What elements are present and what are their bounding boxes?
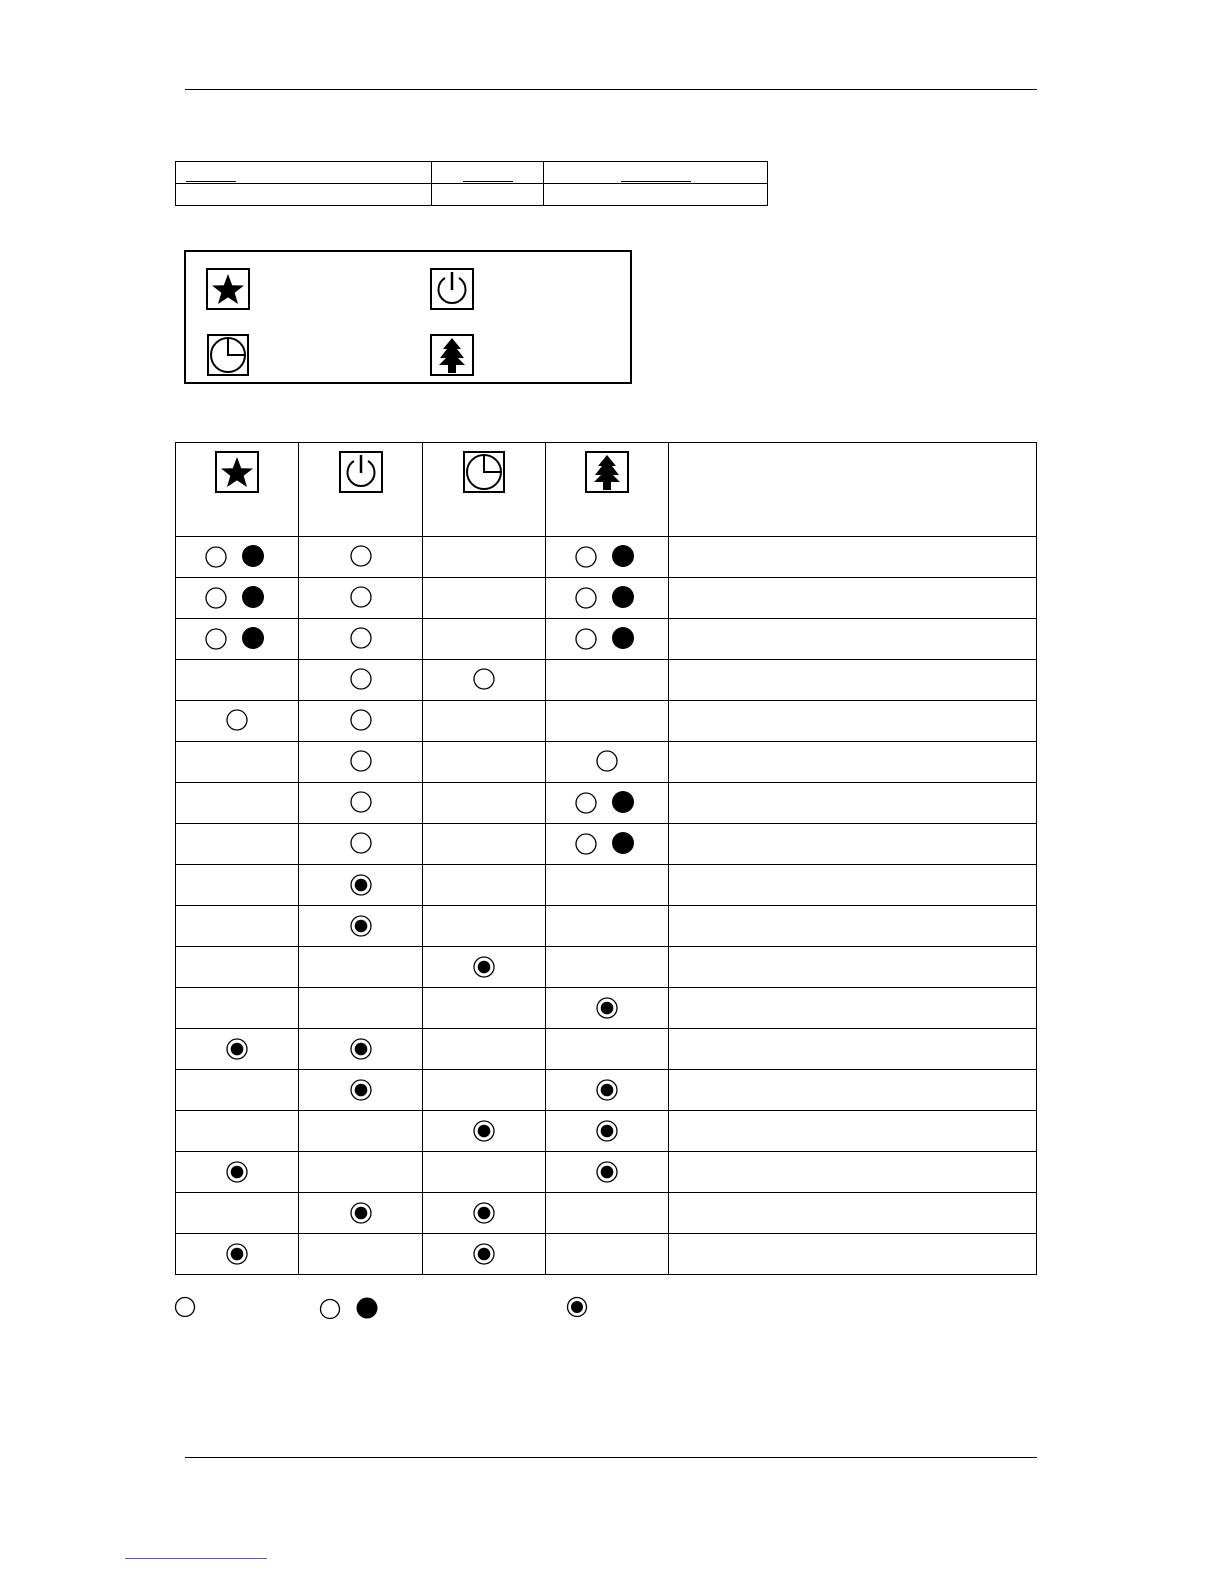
- on-indicator-icon: [472, 1201, 496, 1225]
- indicator-table-header: [176, 443, 1037, 537]
- indicator-cell-tree: [546, 783, 669, 824]
- indicator-cell-inner: [299, 742, 422, 782]
- on-indicator-icon: [225, 1037, 249, 1061]
- indicator-row: [176, 701, 1037, 742]
- indicator-cell-clock: [423, 1070, 546, 1111]
- indicator-cell-tree: [546, 947, 669, 988]
- indicator-cell-inner: [299, 865, 422, 905]
- blank-underline: [621, 181, 691, 182]
- indicator-cell-inner: [299, 988, 422, 1028]
- indicator-cell-star: [176, 701, 299, 742]
- indicator-cell-clock: [423, 537, 546, 578]
- indicator-row: [176, 824, 1037, 865]
- off-indicator-icon: [349, 667, 373, 691]
- indicator-description: [669, 1029, 1037, 1070]
- blank-underline: [186, 181, 236, 182]
- indicator-cell-inner: [423, 660, 545, 700]
- indicator-cell-power: [299, 1111, 423, 1152]
- blank-underline: [463, 181, 513, 182]
- indicator-cell-inner: [546, 824, 668, 864]
- off-indicator-icon: [349, 708, 373, 732]
- indicator-cell-star: [176, 906, 299, 947]
- indicator-description: [669, 578, 1037, 619]
- indicator-cell-star: [176, 988, 299, 1029]
- indicator-cell-power: [299, 1234, 423, 1275]
- state-legend: [0, 1290, 1224, 1330]
- header-tree: [546, 443, 669, 537]
- indicator-cell-inner: [423, 947, 545, 987]
- indicator-description: [669, 660, 1037, 701]
- blink-indicator-icon: [205, 625, 269, 651]
- indicator-cell-inner: [546, 1193, 668, 1233]
- blink-indicator-icon: [575, 543, 639, 569]
- indicator-row: [176, 1070, 1037, 1111]
- indicator-cell-inner: [176, 660, 298, 700]
- header-clock: [423, 443, 546, 537]
- indicator-cell-inner: [546, 783, 668, 823]
- indicator-cell-clock: [423, 783, 546, 824]
- indicator-cell-star: [176, 578, 299, 619]
- indicator-description: [669, 824, 1037, 865]
- indicator-cell-power: [299, 1152, 423, 1193]
- on-indicator-icon: [225, 1160, 249, 1184]
- indicator-cell-clock: [423, 1193, 546, 1234]
- info-table-value-row: [176, 184, 768, 206]
- indicator-row: [176, 1234, 1037, 1275]
- indicator-cell-inner: [423, 988, 545, 1028]
- on-indicator-icon: [349, 914, 373, 938]
- indicator-cell-inner: [546, 1029, 668, 1069]
- indicator-cell-tree: [546, 1193, 669, 1234]
- indicator-cell-star: [176, 1152, 299, 1193]
- indicator-description: [669, 537, 1037, 578]
- indicator-cell-clock: [423, 1111, 546, 1152]
- indicator-cell-star: [176, 742, 299, 783]
- indicator-cell-clock: [423, 865, 546, 906]
- indicator-row: [176, 1111, 1037, 1152]
- indicator-row: [176, 578, 1037, 619]
- indicator-cell-inner: [546, 1152, 668, 1192]
- indicator-cell-tree: [546, 578, 669, 619]
- indicator-table: [175, 442, 1037, 1275]
- indicator-cell-inner: [299, 824, 422, 864]
- indicator-description: [669, 988, 1037, 1029]
- indicator-cell-inner: [299, 537, 422, 577]
- on-indicator-icon: [472, 1119, 496, 1143]
- indicator-description: [669, 701, 1037, 742]
- indicator-cell-power: [299, 1070, 423, 1111]
- indicator-cell-power: [299, 988, 423, 1029]
- indicator-cell-star: [176, 660, 299, 701]
- indicator-cell-inner: [423, 1029, 545, 1069]
- indicator-cell-inner: [176, 1029, 298, 1069]
- off-indicator-icon: [225, 708, 249, 732]
- blink-indicator-icon: [575, 584, 639, 610]
- indicator-description: [669, 1111, 1037, 1152]
- indicator-cell-clock: [423, 701, 546, 742]
- footer-link-underline: [125, 1558, 267, 1559]
- indicator-cell-power: [299, 701, 423, 742]
- indicator-cell-star: [176, 1029, 299, 1070]
- indicator-cell-inner: [176, 578, 298, 618]
- indicator-cell-power: [299, 537, 423, 578]
- indicator-description: [669, 742, 1037, 783]
- indicator-cell-clock: [423, 947, 546, 988]
- indicator-cell-inner: [176, 742, 298, 782]
- off-indicator-icon: [349, 585, 373, 609]
- indicator-description: [669, 1152, 1037, 1193]
- indicator-cell-inner: [299, 1193, 422, 1233]
- info-table: [175, 161, 768, 206]
- indicator-cell-inner: [299, 701, 422, 741]
- on-state-circle-icon: [566, 1296, 588, 1318]
- on-indicator-icon: [595, 1160, 619, 1184]
- on-indicator-icon: [349, 1201, 373, 1225]
- indicator-cell-inner: [176, 947, 298, 987]
- off-indicator-icon: [349, 626, 373, 650]
- off-indicator-icon: [595, 749, 619, 773]
- indicator-cell-tree: [546, 660, 669, 701]
- indicator-row: [176, 783, 1037, 824]
- indicator-cell-inner: [299, 906, 422, 946]
- power-icon: [339, 451, 383, 493]
- indicator-cell-tree: [546, 906, 669, 947]
- indicator-row: [176, 742, 1037, 783]
- off-indicator-icon: [349, 790, 373, 814]
- indicator-cell-tree: [546, 1029, 669, 1070]
- indicator-cell-inner: [423, 619, 545, 659]
- indicator-row: [176, 1152, 1037, 1193]
- on-indicator-icon: [349, 1078, 373, 1102]
- indicator-cell-power: [299, 865, 423, 906]
- indicator-row: [176, 865, 1037, 906]
- indicator-cell-star: [176, 783, 299, 824]
- indicator-cell-inner: [176, 865, 298, 905]
- indicator-cell-inner: [423, 1193, 545, 1233]
- indicator-cell-inner: [299, 1111, 422, 1151]
- indicator-cell-inner: [423, 1152, 545, 1192]
- indicator-cell-clock: [423, 578, 546, 619]
- indicator-cell-clock: [423, 1152, 546, 1193]
- indicator-cell-star: [176, 947, 299, 988]
- indicator-cell-clock: [423, 824, 546, 865]
- header-star: [176, 443, 299, 537]
- indicator-row: [176, 1029, 1037, 1070]
- indicator-cell-tree: [546, 701, 669, 742]
- off-state-circle-icon: [174, 1296, 196, 1318]
- indicator-cell-inner: [176, 1234, 298, 1274]
- indicator-cell-inner: [176, 906, 298, 946]
- indicator-cell-inner: [299, 947, 422, 987]
- indicator-row: [176, 988, 1037, 1029]
- indicator-cell-clock: [423, 619, 546, 660]
- icon-legend-box: [184, 250, 632, 384]
- indicator-description: [669, 865, 1037, 906]
- info-table-value: [544, 184, 768, 206]
- indicator-cell-inner: [176, 537, 298, 577]
- info-table-value: [432, 184, 544, 206]
- indicator-cell-inner: [423, 1234, 545, 1274]
- indicator-cell-tree: [546, 865, 669, 906]
- indicator-cell-tree: [546, 1070, 669, 1111]
- indicator-cell-inner: [423, 701, 545, 741]
- indicator-cell-inner: [423, 537, 545, 577]
- off-indicator-icon: [349, 544, 373, 568]
- indicator-description: [669, 1193, 1037, 1234]
- indicator-cell-inner: [176, 701, 298, 741]
- indicator-description: [669, 619, 1037, 660]
- indicator-cell-inner: [299, 783, 422, 823]
- indicator-cell-tree: [546, 619, 669, 660]
- indicator-cell-inner: [423, 1070, 545, 1110]
- blink-state-circles-icon: [319, 1297, 383, 1321]
- tree-icon: [430, 334, 474, 376]
- blink-indicator-icon: [205, 584, 269, 610]
- indicator-row: [176, 947, 1037, 988]
- star-icon: [215, 451, 259, 493]
- power-icon: [430, 268, 474, 310]
- indicator-cell-clock: [423, 906, 546, 947]
- footer-rule: [185, 1457, 1037, 1458]
- indicator-cell-inner: [176, 1070, 298, 1110]
- indicator-cell-power: [299, 947, 423, 988]
- indicator-cell-tree: [546, 824, 669, 865]
- indicator-cell-power: [299, 1193, 423, 1234]
- indicator-cell-star: [176, 537, 299, 578]
- indicator-cell-inner: [423, 1111, 545, 1151]
- indicator-cell-star: [176, 1111, 299, 1152]
- on-indicator-icon: [472, 1242, 496, 1266]
- indicator-cell-power: [299, 578, 423, 619]
- indicator-cell-inner: [176, 1152, 298, 1192]
- indicator-cell-power: [299, 619, 423, 660]
- indicator-cell-star: [176, 1193, 299, 1234]
- indicator-cell-inner: [546, 742, 668, 782]
- indicator-cell-clock: [423, 988, 546, 1029]
- indicator-cell-inner: [299, 619, 422, 659]
- indicator-cell-inner: [546, 1111, 668, 1151]
- info-table-header-row: [176, 162, 768, 184]
- indicator-cell-clock: [423, 1234, 546, 1275]
- indicator-rows: [176, 537, 1037, 1275]
- indicator-description: [669, 1070, 1037, 1111]
- on-indicator-icon: [472, 955, 496, 979]
- indicator-cell-inner: [299, 1152, 422, 1192]
- on-indicator-icon: [349, 1037, 373, 1061]
- indicator-cell-inner: [176, 824, 298, 864]
- indicator-cell-tree: [546, 988, 669, 1029]
- blink-indicator-icon: [575, 830, 639, 856]
- blink-indicator-icon: [205, 543, 269, 569]
- indicator-description: [669, 947, 1037, 988]
- indicator-cell-inner: [423, 578, 545, 618]
- indicator-cell-inner: [423, 865, 545, 905]
- indicator-cell-power: [299, 742, 423, 783]
- indicator-row: [176, 537, 1037, 578]
- indicator-cell-inner: [423, 824, 545, 864]
- header-description: [669, 443, 1037, 537]
- indicator-cell-inner: [299, 578, 422, 618]
- indicator-cell-power: [299, 783, 423, 824]
- off-indicator-icon: [349, 831, 373, 855]
- info-table-value: [176, 184, 432, 206]
- indicator-cell-inner: [176, 619, 298, 659]
- indicator-cell-inner: [176, 1193, 298, 1233]
- indicator-cell-inner: [176, 1111, 298, 1151]
- off-indicator-icon: [349, 749, 373, 773]
- blink-indicator-icon: [575, 789, 639, 815]
- indicator-cell-power: [299, 660, 423, 701]
- indicator-cell-star: [176, 865, 299, 906]
- indicator-cell-inner: [546, 578, 668, 618]
- indicator-row: [176, 619, 1037, 660]
- indicator-cell-star: [176, 1070, 299, 1111]
- info-table-cell: [544, 162, 768, 184]
- tree-icon: [585, 451, 629, 493]
- indicator-description: [669, 783, 1037, 824]
- indicator-cell-inner: [546, 906, 668, 946]
- indicator-row: [176, 1193, 1037, 1234]
- header-power: [299, 443, 423, 537]
- indicator-cell-inner: [299, 1070, 422, 1110]
- indicator-cell-inner: [176, 988, 298, 1028]
- indicator-cell-clock: [423, 742, 546, 783]
- indicator-cell-inner: [299, 1029, 422, 1069]
- indicator-cell-inner: [423, 783, 545, 823]
- on-indicator-icon: [225, 1242, 249, 1266]
- indicator-cell-clock: [423, 1029, 546, 1070]
- info-table-cell: [432, 162, 544, 184]
- indicator-cell-inner: [423, 742, 545, 782]
- indicator-cell-inner: [546, 988, 668, 1028]
- on-indicator-icon: [349, 873, 373, 897]
- info-table-cell: [176, 162, 432, 184]
- clock-icon: [207, 334, 249, 376]
- indicator-cell-tree: [546, 1234, 669, 1275]
- indicator-cell-tree: [546, 1111, 669, 1152]
- indicator-row: [176, 660, 1037, 701]
- indicator-cell-star: [176, 619, 299, 660]
- indicator-cell-inner: [546, 1070, 668, 1110]
- blink-indicator-icon: [575, 625, 639, 651]
- indicator-cell-star: [176, 824, 299, 865]
- indicator-cell-power: [299, 1029, 423, 1070]
- indicator-cell-inner: [423, 906, 545, 946]
- on-indicator-icon: [595, 1078, 619, 1102]
- indicator-cell-inner: [546, 865, 668, 905]
- indicator-cell-clock: [423, 660, 546, 701]
- indicator-cell-inner: [546, 1234, 668, 1274]
- indicator-cell-inner: [546, 619, 668, 659]
- header-rule: [185, 89, 1037, 90]
- off-indicator-icon: [472, 667, 496, 691]
- on-indicator-icon: [595, 996, 619, 1020]
- indicator-cell-star: [176, 1234, 299, 1275]
- indicator-cell-inner: [299, 660, 422, 700]
- indicator-cell-power: [299, 906, 423, 947]
- indicator-row: [176, 906, 1037, 947]
- indicator-cell-inner: [546, 947, 668, 987]
- on-indicator-icon: [595, 1119, 619, 1143]
- indicator-cell-tree: [546, 537, 669, 578]
- indicator-cell-inner: [176, 783, 298, 823]
- indicator-cell-inner: [546, 701, 668, 741]
- indicator-description: [669, 906, 1037, 947]
- indicator-cell-tree: [546, 1152, 669, 1193]
- indicator-description: [669, 1234, 1037, 1275]
- star-icon: [206, 268, 250, 310]
- clock-icon: [463, 451, 505, 493]
- indicator-cell-inner: [546, 537, 668, 577]
- indicator-cell-power: [299, 824, 423, 865]
- indicator-cell-tree: [546, 742, 669, 783]
- indicator-cell-inner: [299, 1234, 422, 1274]
- indicator-cell-inner: [546, 660, 668, 700]
